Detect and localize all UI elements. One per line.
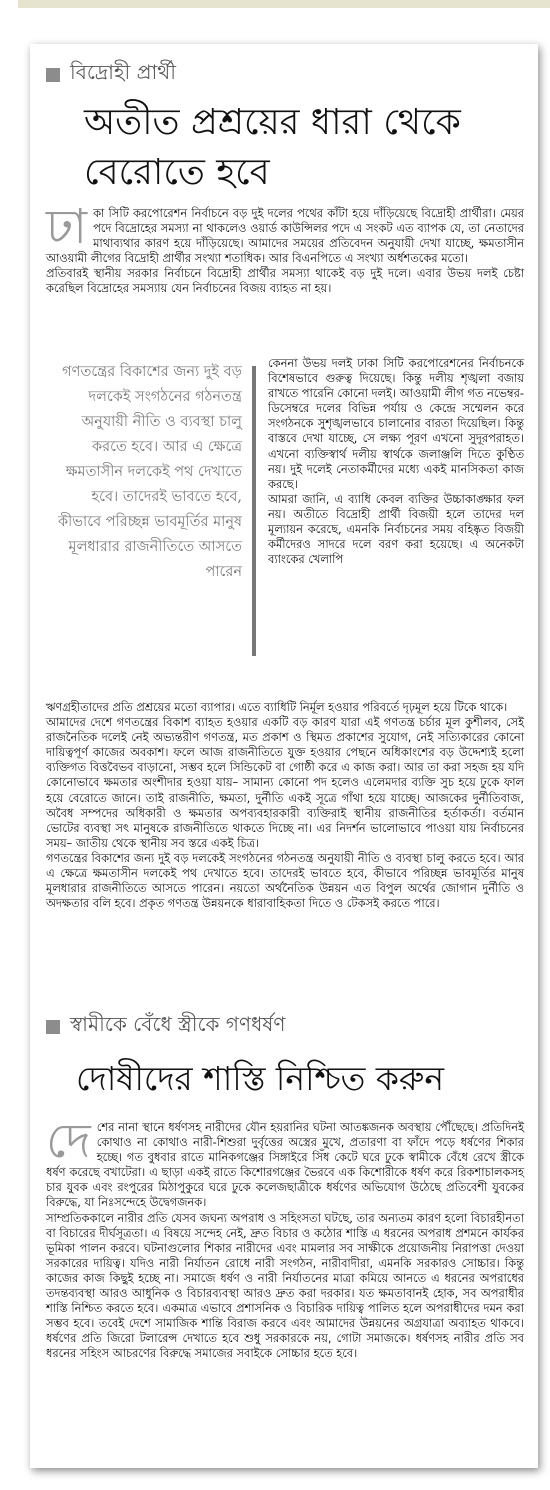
article1-para2: প্রতিবারই স্থানীয় সরকার নির্বাচনে বিদ্রোহী প্রার্থীর সমস্যা থাকেই বড় দুই দলে। এবার উভয় দলই চেষ্টা করেছিল বিদ্রোহের সমস্যায় যেন নির্বাচনের বিজয় ব্যাহত না হয়। <box>46 266 524 296</box>
article2-para2: সাম্প্রতিককালে নারীর প্রতি যেসব জঘন্য অপরাধ ও সহিংসতা ঘটছে, তার অন্যতম কারণ হলো বিচারহীনতা বা বিচারের দীর্ঘসূত্রতা। এ বিষয়ে সন্দেহ নেই, দ্রুত বিচার ও কঠোর শাস্তি এ ধরনের অপরাধ প্রশমনে কার্যকর ভূমিকা পালন করবে। ঘটনাগুলোর শিকার নারীদের এবং মামলার সব সাক্ষীকে প্রয়োজনীয় নিরাপত্তা দেওয়া সরকারের দায়িত্ব। যদিও নারী নির্যাতন রোধে নারী সংগঠন, নারীবাদীরা, এমনকি সরকারও সোচ্চার। কিন্তু কাজের কাজ কিছুই হচ্ছে না। সমাজে ধর্ষণ ও নারী নির্যাতনের মাত্রা কমিয়ে আনতে এ ধরনের অপরাধের তদন্তব্যবস্থা আরও আধুনিক ও বিচারব্যবস্থা আরও দ্রুত করা দরকার। যত ক্ষমতাবানই হোক, সব অপরাধীর শাস্তি নিশ্চিত করতে হবে। একমাত্র এভাবে প্রশাসনিক ও বিচারিক দায়িত্ব পালিত হলে অপরাধীদের দমন করা সম্ভব হবে। তবেই দেশে সামাজিক শান্তি বিরাজ করবে এবং আমাদের উন্নয়নের অগ্রযাত্রা অব্যাহত থাকবে। ধর্ষণের প্রতি জিরো টলারেন্স দেখাতে হবে শুধু সরকারকে নয়, গোটা সমাজকে। ধর্ষণসহ নারীর প্রতি সব ধরনের সহিংস আচরণের বিরুদ্ধে সমাজের সবাইকে সোচ্চার হতে হবে। <box>46 1210 524 1361</box>
article1-col-right-2: আমরা জানি, এ ব্যাধি কেবল ব্যক্তির উচ্চাকাঙ্ক্ষার ফল নয়। অতীতে বিদ্রোহী প্রার্থী বিজয়ী হলে তাদের দল মূল্যায়ন করেছে, এমনকি নির্বাচনের সময় বহিষ্কৃত বিজয়ী কর্মীদেরও সাদরে দলে বরণ করা হয়েছে। এ অনেকটা ব্যাংকের খেলাপি <box>268 491 524 567</box>
article2-kicker <box>46 1010 285 1043</box>
square-bullet-icon <box>46 68 60 82</box>
article1-para3: ঋণগ্রহীতাদের প্রতি প্রশ্রয়ের মতো ব্যাপার। এতে ব্যাধিটি নির্মূল হওয়ার পরিবর্তে দৃঢ়মূল হয়ে টিকে থাকে। <box>46 700 508 714</box>
article1-right-column <box>268 356 524 567</box>
article1-dropcap: ঢা <box>46 199 88 255</box>
article2-para1: শের নানা স্থানে ধর্ষণসহ নারীদের যৌন হয়রানির ঘটনা আতঙ্কজনক অবস্থায় পৌঁছেছে। প্রতিদিনই কোথাও না কোথাও নারী-শিশুরা দুর্বৃত্তের অস্ত্রের মুখে, প্রতারণা বা ফাঁদে পড়ে ধর্ষণের শিকার হচ্ছে। গত বুধবার রাতে মানিকগঞ্জের সিঙ্গাইরে সিঁধ কেটে ঘরে ঢুকে স্বামীকে বেঁধে রেখে স্ত্রীকে ধর্ষণ করেছে বখাটেরা। এ ছাড়া একই রাতে কিশোরগঞ্জের ভৈরবে এক কিশোরীকে ধর্ষণ করে রিকশাচালকসহ চার যুবক এবং রংপুরের মিঠাপুকুরে ঘরে ঢুকে কলেজছাত্রীকে ধর্ষণের অভিযোগ উঠেছে প্রতিবেশী যুবকের বিরুদ্ধে, যা নিঃসন্দেহে উদ্বেগজনক। <box>46 1120 524 1210</box>
article2-headline: দোষীদের শাস্তি নিশ্চিত করুন <box>76 1059 445 1098</box>
article1-headline-line2: বেরোতে হবে <box>84 152 270 193</box>
pull-quote-rule <box>252 366 256 656</box>
pull-quote: গণতন্ত্রের বিকাশের জন্য দুই বড় দলকেই সংগঠনের গঠনতন্ত্র অনুযায়ী নীতি ও ব্যবস্থা চালু করতে হবে। আর এ ক্ষেত্রে ক্ষমতাসীন দলকেই পথ দেখাতে হবে। তাদেরই ভাবতে হবে, কীভাবে পরিচ্ছন্ন ভাবমূর্তির মানুষ মূলধারার রাজনীতিতে আসতে পারেন <box>57 364 242 580</box>
newspaper-clipping <box>30 44 538 1468</box>
article1-intro <box>46 199 524 297</box>
article2-body <box>46 1113 524 1362</box>
article2-dropcap: দে <box>46 1113 91 1169</box>
article1-kicker-text: বিদ্রোহী প্রার্থী <box>70 60 176 84</box>
square-bullet-icon <box>46 1020 60 1034</box>
article1-col-right-1: কেননা উভয় দলই ঢাকা সিটি করপোরেশনের নির্বাচনকে বিশেষভাবে গুরুত্ব দিয়েছে। কিন্তু দলীয় শৃঙ্খলা বজায় রাখতে পারেনি কোনো দলই। আওয়ামী লীগ গত নভেম্বর-ডিসেম্বরে দলের বিভিন্ন পর্যায় ও কেন্দ্রে সম্মেলন করে সংগঠনকে সুশৃঙ্খলভাবে চালানোর বারতা দিয়েছিল। কিন্তু বাস্তবে দেখা যাচ্ছে, সে লক্ষ্য পূরণ এখনো সুদূরপরাহত। এখনো ব্যক্তিস্বার্থ দলীয় স্বার্থকে জলাঞ্জলি দিতে কুণ্ঠিত নয়। দুই দলেই নেতাকর্মীদের মধ্যে একই মানসিকতা কাজ করছে। <box>268 356 524 491</box>
article1-headline-line1: অতীত প্রশ্রয়ের ধারা থেকে <box>84 102 461 143</box>
article1-kicker <box>46 58 176 91</box>
article1-para4: আমাদের দেশে গণতন্ত্রের বিকাশ ব্যাহত হওয়ার একটি বড় কারণ যারা এই গণতন্ত্র চর্চার মূল কুশীলব, সেই রাজনৈতিক দলেই নেই অভ্যন্তরীণ গণতন্ত্র, মত প্রকাশ ও স্থিমত প্রকাশের সুযোগ, নেই সত্যিকারের কোনো দায়িত্বপূর্ণ কাজের অবকাশ। ফলে আজ রাজনীতিতে যুক্ত হওয়ার পেছনে অধিকাংশের বড় উদ্দেশ্যই হলো ব্যক্তিগত বিত্তবৈভব বাড়ানো, সম্ভব হলে সিন্ডিকেট বা গোষ্ঠী করে এ কাজ করা। আর তা করা সহজ হয় যদি কোনোভাবে ক্ষমতার অংশীদার হওয়া যায়– সামান্য কোনো পদ হলেও এলেমদার ব্যক্তি সুচ হয়ে ঢুকে ফাল হয়ে বেরোতে জানে। তাই রাজনীতি, ক্ষমতা, দুর্নীতি একই সূত্রে গাঁথা হয়ে যাচ্ছে। আজকের দুর্নীতিবাজ, অবৈধ সম্পদের অধিকারী ও ক্ষমতার অপব্যবহারকারী ব্যক্তিরাই স্থানীয় রাজনীতির হর্তাকর্তা। বর্তমান ভোটের ব্যবস্থা সৎ মানুষকে রাজনীতিতে থাকতে দিচ্ছে না। এর নিদর্শন ভালোভাবে পাওয়া যায় নির্বাচনের সময়– জাতীয় থেকে স্থানীয় সব স্তরে একই চিত্র। <box>46 715 524 850</box>
article2-kicker-text: স্বামীকে বেঁধে স্ত্রীকে গণধর্ষণ <box>70 1012 286 1036</box>
article1-para5: গণতন্ত্রের বিকাশের জন্য দুই বড় দলকেই সংগঠনের গঠনতন্ত্র অনুযায়ী নীতি ও ব্যবস্থা চালু করতে হবে। আর এ ক্ষেত্রে ক্ষমতাসীন দলকেই পথ দেখাতে হবে। তাদেরই ভাবতে হবে, কীভাবে পরিচ্ছন্ন ভাবমূর্তির মানুষ মূলধারার রাজনীতিতে আসতে পারেন। নয়তো অর্থনৈতিক উন্নয়ন এত বিপুল অর্থের জোগান দুর্নীতি ও অদক্ষতার বলি হবে। প্রকৃত গণতন্ত্র উন্নয়নকে ধারাবাহিকতা দিতে ও টেকসই করতে পারে। <box>46 850 524 911</box>
article1-para1: কা সিটি করপোরেশন নির্বাচনে বড় দুই দলের পথের কাঁটা হয়ে দাঁড়িয়েছে বিদ্রোহী প্রার্থীরা। মেয়র পদে বিদ্রোহের সমস্যা না থাকলেও ওয়ার্ড কাউন্সিলর পদে এ সংকট এত ব্যাপক যে, তা নেতাদের মাথাব্যথার কারণ হয়ে দাঁড়িয়েছে। আমাদের সময়ের প্রতিবেদন অনুযায়ী দেখা যাচ্ছে, ক্ষমতাসীন আওয়ামী লীগের বিদ্রোহী প্রার্থীর সংখ্যা শতাধিক। আর বিএনপিতে এ সংখ্যা অর্ধশতকের মতো। <box>46 206 524 266</box>
article1-continued <box>46 700 524 911</box>
top-strip <box>18 0 550 8</box>
